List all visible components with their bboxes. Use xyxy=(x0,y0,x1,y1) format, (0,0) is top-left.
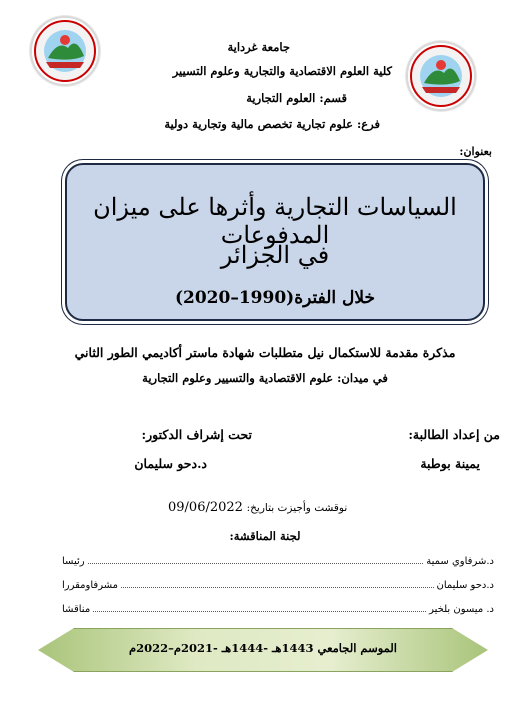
leader-dots xyxy=(88,563,424,564)
jury-member-name: د.شرفاوي سمية xyxy=(426,556,494,567)
jury-member-name: د.دحو سليمان xyxy=(436,580,494,591)
title-label: بعنوان: xyxy=(459,145,492,158)
department-name: قسم: العلوم التجارية xyxy=(246,91,347,105)
thesis-title-line1: السياسات التجارية وأثرها على ميزان المدفوعات xyxy=(93,193,457,249)
jury-member-role: مناقشا xyxy=(62,604,91,615)
academic-year: الموسم الجامعي 1443هـ -1444هـ -2021م–2022م xyxy=(128,641,397,655)
jury-row xyxy=(62,580,494,591)
jury-member-role: مشرفاومقررا xyxy=(62,580,118,591)
supervisor-name: د.دحو سليمان xyxy=(134,456,207,471)
branch-name: فرع: علوم تجارية تخصص مالية وتجارية دولية xyxy=(164,117,380,131)
student-name: يمينة بوطبة xyxy=(420,456,480,471)
faculty-name: كلية العلوم الاقتصادية والتجارية وعلوم التسيير xyxy=(172,64,392,78)
defense-date-label: نوقشت وأجيزت بتاريخ: xyxy=(246,502,348,514)
student-label: من إعداد الطالبة: xyxy=(408,427,500,442)
jury-row xyxy=(62,556,494,567)
supervisor-label: تحت إشراف الدكتور: xyxy=(141,427,252,442)
jury-member-name: د. ميسون بلخير xyxy=(429,604,494,615)
leader-dots xyxy=(93,611,426,612)
memo-line2: في ميدان: علوم الاقتصادية والتسيير وعلوم التجارية xyxy=(142,371,388,385)
memo-line1: مذكرة مقدمة للاستكمال نيل متطلبات شهادة ماستر أكاديمي الطور الثاني xyxy=(74,345,456,360)
title-box xyxy=(65,163,485,321)
defense-date-value: 09/06/2022 xyxy=(168,500,243,515)
university-name: جامعة غرداية xyxy=(227,40,290,54)
university-emblem-icon xyxy=(30,16,100,86)
thesis-title-line2: في الجزائر xyxy=(220,241,330,269)
jury-row xyxy=(62,604,494,615)
university-emblem-icon xyxy=(406,41,476,111)
defense-date xyxy=(168,500,347,515)
jury-title: لجنة المناقشة: xyxy=(229,529,301,543)
jury-member-role: رئيسا xyxy=(62,556,85,567)
leader-dots xyxy=(121,587,434,588)
thesis-period: خلال الفترة(1990–2020) xyxy=(174,288,376,308)
